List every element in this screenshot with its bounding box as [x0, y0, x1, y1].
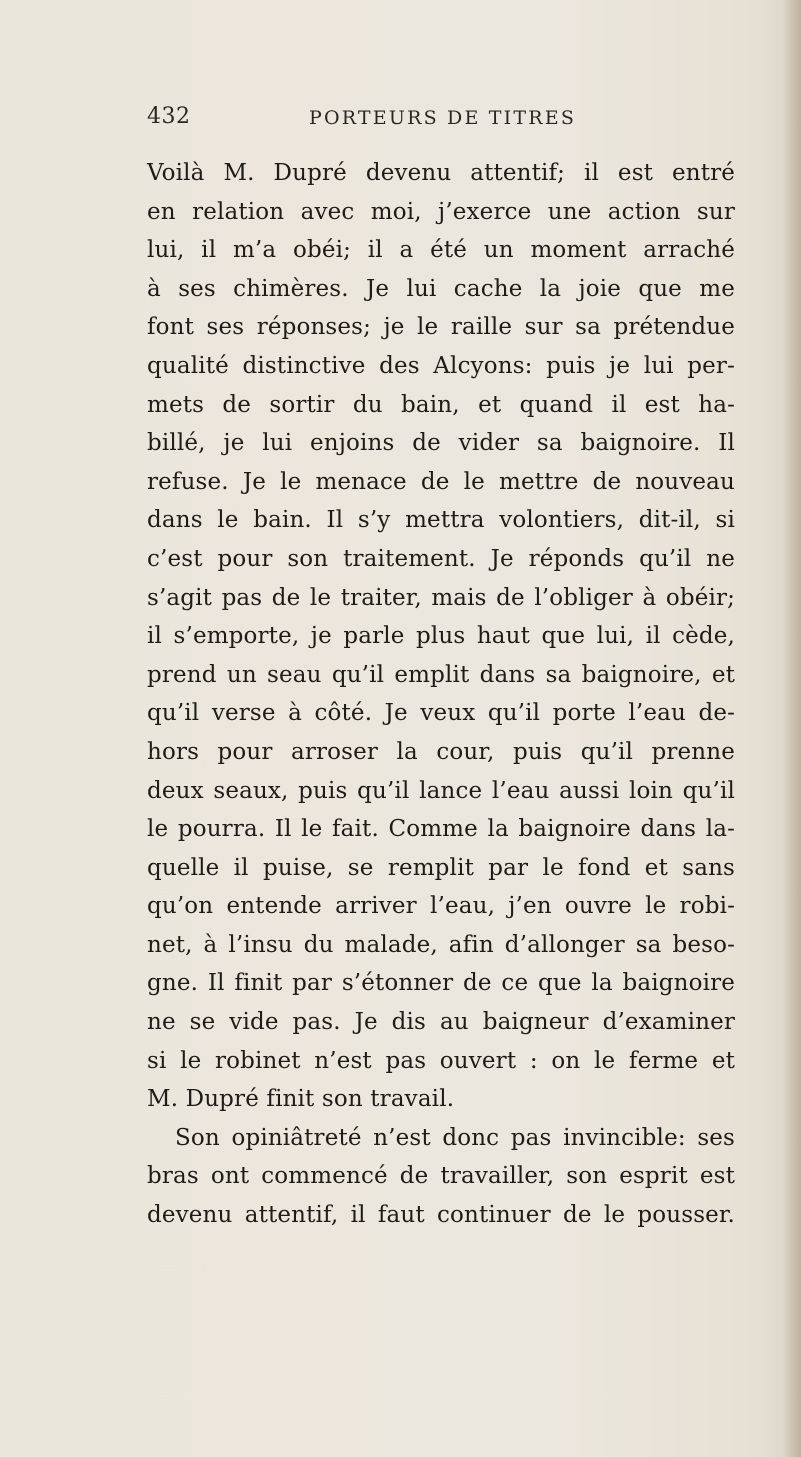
text-line: à ses chimères. Je lui cache la joie que me — [147, 275, 735, 302]
text-line: c’est pour son traitement. Je réponds qu’il ne — [147, 545, 735, 572]
text-line: s’agit pas de le traiter, mais de l’obliger à obéir; — [147, 584, 735, 611]
text-line: il s’emporte, je parle plus haut que lui, il cède, — [147, 623, 735, 650]
text-line: gne. Il finit par s’étonner de ce que la baignoire — [147, 970, 735, 997]
text-line: billé, je lui enjoins de vider sa baignoire. Il — [147, 430, 735, 457]
page-header — [147, 104, 731, 144]
text-line: qu’on entende arriver l’eau, j’en ouvre le robi- — [147, 893, 735, 920]
text-line: refuse. Je le menace de le mettre de nouveau — [147, 468, 735, 495]
text-line: font ses réponses; je le raille sur sa prétendue — [147, 314, 735, 341]
text-line: hors pour arroser la cour, puis qu’il prenne — [147, 738, 735, 765]
text-line: le pourra. Il le fait. Comme la baignoire dans la- — [147, 816, 735, 843]
text-line: mets de sortir du bain, et quand il est ha- — [147, 391, 735, 418]
text-line: ne se vide pas. Je dis au baigneur d’examiner — [147, 1009, 735, 1036]
text-line: dans le bain. Il s’y mettra volontiers, dit-il, si — [147, 507, 735, 534]
paragraph-start-line: Son opiniâtreté n’est donc pas invincible: ses — [175, 1124, 735, 1151]
body-text — [147, 154, 735, 1235]
page-edge-shadow — [783, 0, 801, 1457]
page-number: 432 — [147, 104, 191, 129]
text-line: net, à l’insu du malade, afin d’allonger sa beso- — [147, 931, 735, 958]
text-line: qu’il verse à côté. Je veux qu’il porte l’eau de- — [147, 700, 735, 727]
text-line: devenu attentif, il faut continuer de le pousser. — [147, 1202, 735, 1229]
text-line: si le robinet n’est pas ouvert : on le ferme et — [147, 1047, 735, 1074]
text-line: prend un seau qu’il emplit dans sa baignoire, et — [147, 661, 735, 688]
text-line: quelle il puise, se remplit par le fond et sans — [147, 854, 735, 881]
text-line: Voilà M. Dupré devenu attentif; il est entré — [147, 160, 735, 186]
text-line: en relation avec moi, j’exerce une action sur — [147, 198, 735, 225]
text-line: qualité distinctive des Alcyons: puis je lui per- — [147, 352, 735, 379]
paragraph-end-line: M. Dupré finit son travail. — [147, 1086, 455, 1113]
text-line: deux seaux, puis qu’il lance l’eau aussi loin qu’il — [147, 777, 735, 804]
running-head: PORTEURS DE TITRES — [309, 107, 577, 129]
text-line: bras ont commencé de travailler, son esprit est — [147, 1163, 735, 1190]
text-line: lui, il m’a obéi; il a été un moment arraché — [147, 237, 735, 264]
